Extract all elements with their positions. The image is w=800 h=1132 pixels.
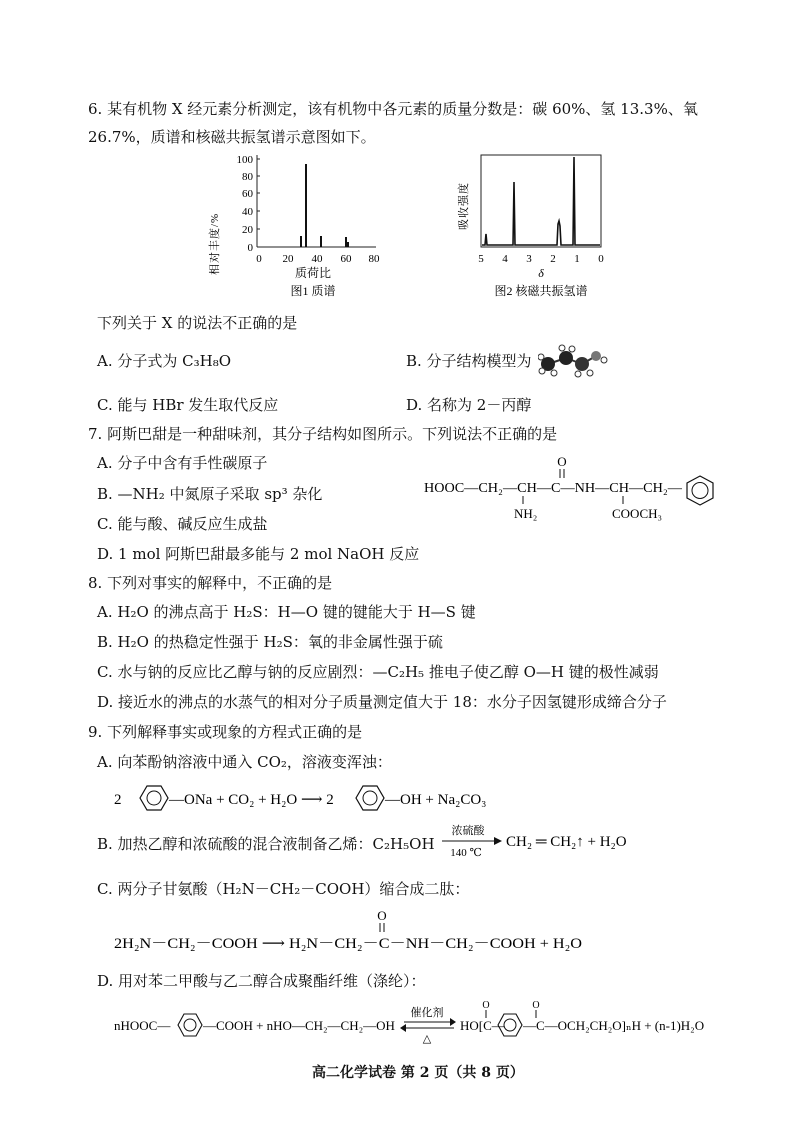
fig1-xlabel: 质荷比	[294, 266, 332, 280]
q8-option-b[interactable]: B. H₂O 的热稳定性强于 H₂S：氧的非金属性强于硫	[97, 633, 443, 651]
q7-option-c[interactable]: C. 能与酸、碱反应生成盐	[97, 515, 268, 533]
nmr-trace	[482, 157, 600, 245]
mass-spectrum-figure	[208, 150, 388, 305]
eq-c: 2H₂N－CH₂－COOH ⟶ H₂N－CH₂－C－NH－CH₂－COOH + H₂O	[114, 936, 583, 952]
nmr-spectrum-figure	[455, 150, 625, 305]
eq-coefficient: 2	[114, 792, 122, 808]
fig1-ytick: 60	[242, 188, 253, 200]
q7-option-d[interactable]: D. 1 mol 阿斯巴甜最多能与 2 mol NaOH 反应	[97, 545, 420, 563]
q7-option-b[interactable]: B. —NH₂ 中氮原子采取 sp³ 杂化	[97, 485, 323, 503]
q6-stem-line2: 26.7%，质谱和核磁共振氢谱示意图如下。	[88, 128, 376, 146]
fig1-caption: 图1 质谱	[290, 284, 336, 298]
q9-option-d[interactable]: D. 用对苯二甲酸与乙二醇合成聚酯纤维（涤纶）：	[97, 972, 426, 990]
eq-d-right1: HO[C—	[460, 1018, 505, 1033]
q9c-equation	[114, 906, 614, 956]
aspartame-structure	[420, 452, 730, 522]
q6-option-d[interactable]: D. 名称为 2－丙醇	[406, 396, 532, 414]
cond-bottom: △	[422, 1033, 432, 1045]
fig1-ylabel: 相对丰度/%	[209, 212, 221, 275]
coome-label: COOCH₃	[612, 506, 663, 521]
q8-option-d[interactable]: D. 接近水的沸点的水蒸气的相对分子质量测定值大于 18：水分子因氢键形成缔合分子	[97, 693, 667, 711]
eq-d-left2: —COOH + nHO—CH₂—CH₂—OH	[203, 1018, 395, 1033]
carbonyl-o-label: O	[557, 454, 567, 469]
benzene-ring-icon	[178, 1014, 202, 1036]
fig1-xtick: 80	[368, 253, 380, 265]
fig1-xtick: 40	[311, 253, 323, 265]
q9-option-c[interactable]: C. 两分子甘氨酸（H₂N－CH₂－COOH）缩合成二肽：	[97, 880, 470, 898]
q7-stem: 7. 阿斯巴甜是一种甜味剂，其分子结构如图所示。下列说法不正确的是	[88, 425, 558, 443]
fig1-ytick: 0	[247, 242, 253, 254]
q9a-equation	[114, 778, 494, 818]
fig1-ytick: 40	[242, 206, 253, 218]
eq-d-right2: —C—OCH₂CH₂O]ₙH + (n-1)H₂O	[523, 1018, 705, 1033]
aspartame-main-chain: HOOC—CH₂—CH—C—NH—CH—CH₂—	[424, 481, 683, 496]
q9b-condition-arrow	[440, 822, 640, 862]
fig2-xtick: 2	[550, 253, 556, 265]
fig2-xtick: 1	[574, 253, 580, 265]
fig2-caption: 图2 核磁共振氢谱	[494, 284, 588, 298]
benzene-ring-icon	[687, 476, 713, 505]
q8-stem: 8. 下列对事实的解释中，不正确的是	[88, 574, 333, 592]
eq-a-part1: —ONa + CO₂ + H₂O ⟶ 2	[169, 792, 334, 808]
fig1-ytick: 100	[236, 154, 253, 166]
q6-option-b-label: B. 分子结构模型为	[406, 352, 532, 370]
fig1-xtick: 60	[340, 253, 352, 265]
fig1-ytick: 80	[242, 171, 253, 183]
fig2-frame	[481, 155, 601, 247]
carbonyl-o-label: O	[482, 1000, 490, 1011]
fig1-xtick: 0	[256, 253, 262, 265]
q6-option-a[interactable]: A. 分子式为 C₃H₈O	[97, 352, 232, 370]
carbonyl-o-label: O	[377, 908, 387, 923]
q9-option-a[interactable]: A. 向苯酚钠溶液中通入 CO₂，溶液变浑浊：	[97, 753, 392, 771]
q8-option-c[interactable]: C. 水与钠的反应比乙醇与钠的反应剧烈：—C₂H₅ 推电子使乙醇 O—H 键的极性减弱	[97, 663, 659, 681]
q8-option-a[interactable]: A. H₂O 的沸点高于 H₂S：H—O 键的键能大于 H—S 键	[97, 603, 476, 621]
page-footer: 高二化学试卷 第 2 页（共 8 页）	[312, 1065, 524, 1081]
eq-a-part2: —OH + Na₂CO₃	[385, 792, 487, 808]
fig2-xlabel: δ	[538, 266, 544, 280]
nh2-label: NH₂	[514, 506, 538, 521]
q7-option-a[interactable]: A. 分子中含有手性碳原子	[97, 454, 268, 472]
q6-option-c[interactable]: C. 能与 HBr 发生取代反应	[97, 396, 279, 414]
fig2-xtick: 0	[598, 253, 604, 265]
carbonyl-o-label: O	[532, 1000, 540, 1011]
q6-option-b[interactable]	[406, 350, 532, 371]
fig1-ytick: 20	[242, 224, 253, 236]
cond-top: 催化剂	[410, 1007, 444, 1019]
fig2-ylabel: 吸收强度	[458, 182, 470, 230]
eq-d-left1: nHOOC—	[114, 1018, 171, 1033]
q9-stem: 9. 下列解释事实或现象的方程式正确的是	[88, 723, 363, 741]
benzene-ring-icon	[140, 786, 168, 810]
q9d-equation	[114, 998, 714, 1048]
fig2-xtick: 5	[478, 253, 484, 265]
cond-top: 浓硫酸	[451, 825, 485, 837]
fig1-xtick: 20	[282, 253, 294, 265]
fig2-xtick: 3	[526, 253, 532, 265]
q6-question: 下列关于 X 的说法不正确的是	[97, 314, 298, 332]
q6-stem-line1: 6. 某有机物 X 经元素分析测定，该有机物中各元素的质量分数是：碳 60%、氢 13.3%、氧	[88, 100, 698, 118]
q9-option-b[interactable]	[97, 833, 435, 854]
q9-option-b-text: B. 加热乙醇和浓硫酸的混合液制备乙烯：C₂H₅OH	[97, 835, 435, 853]
benzene-ring-icon	[356, 786, 384, 810]
ball-stick-model-image	[538, 342, 610, 378]
fig2-xtick: 4	[502, 253, 508, 265]
cond-bottom: 140 ℃	[450, 847, 482, 859]
eq-b-product: CH₂ ═ CH₂↑ + H₂O	[506, 834, 627, 850]
